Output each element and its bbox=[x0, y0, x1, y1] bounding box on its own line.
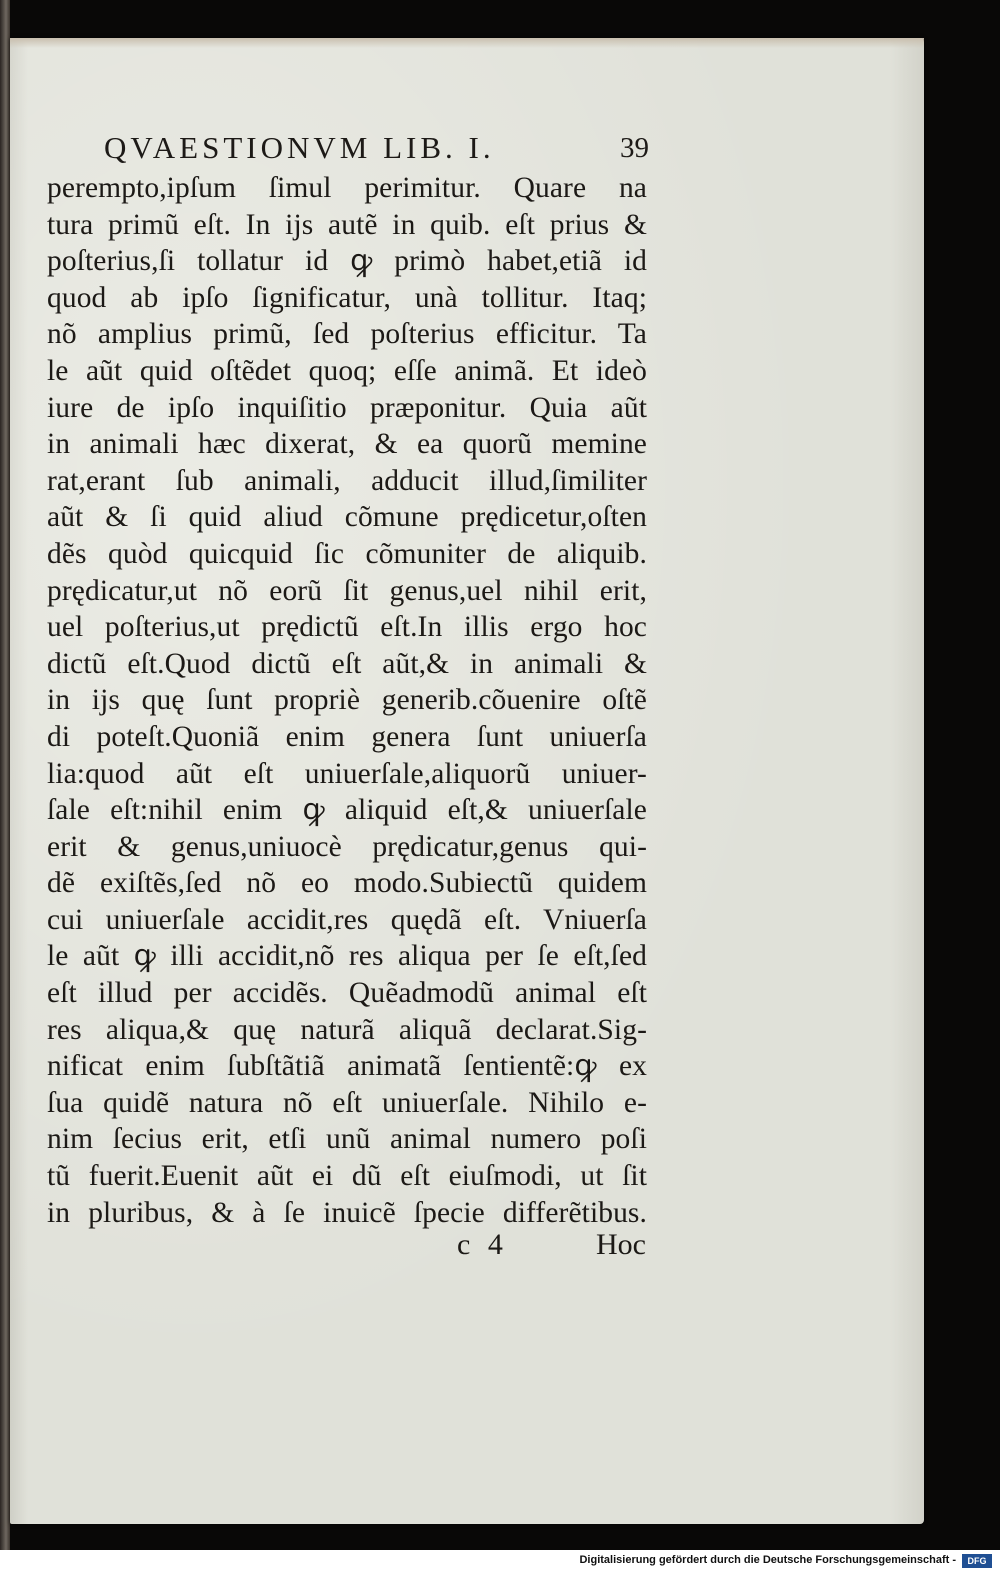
text-line: dẽ exiſtẽs,ſed nõ eo modo.Subiectũ quidem bbox=[47, 867, 647, 900]
text-line: eſt illud per accidẽs. Quẽadmodũ animal eſt bbox=[47, 977, 647, 1010]
text-line: nificat enim ſubſtãtiã animatã ſentientẽ:ꝙ ex bbox=[47, 1050, 647, 1083]
text-line: nõ amplius primũ, ſed poſterius efficitur. Ta bbox=[47, 318, 647, 351]
page-footer bbox=[90, 1226, 650, 1266]
book-edge bbox=[0, 0, 10, 1550]
text-line: poſterius,ſi tollatur id ꝙ primò habet,etiã id bbox=[47, 245, 647, 278]
text-line: uel poſterius,ut prędictũ eſt.In illis ergo hoc bbox=[47, 611, 647, 644]
text-line: tũ fuerit.Euenit aũt ei dũ eſt eiuſmodi, ut ſit bbox=[47, 1160, 647, 1193]
text-block bbox=[47, 170, 647, 1231]
text-line: ſale eſt:nihil enim ꝙ aliquid eſt,& uniuerſale bbox=[47, 794, 647, 827]
text-line: perempto,ipſum ſimul perimitur. Quare na bbox=[47, 172, 647, 204]
text-line: lia:quod aũt eſt uniuerſale,aliquorũ uniuer- bbox=[47, 757, 647, 790]
text-line: prędicatur,ut nõ eorũ ſit genus,uel nihil erit, bbox=[47, 574, 647, 607]
page-stain bbox=[10, 38, 924, 48]
text-line: di poteſt.Quoniã enim genera ſunt uniuerſa bbox=[47, 720, 647, 753]
text-line: erit & genus,uniuocè prędicatur,genus qui- bbox=[47, 830, 647, 863]
text-line: rat,erant ſub animali, adducit illud,ſimiliter bbox=[47, 464, 647, 497]
text-line: in ijs quę ſunt propriè generib.cõuenire oſtẽ bbox=[47, 684, 647, 717]
catchword: Hoc bbox=[596, 1228, 646, 1261]
text-line: dictũ eſt.Quod dictũ eſt aũt,& in animali & bbox=[47, 647, 647, 680]
text-line: nim ſecius erit, etſi unũ animal numero poſi bbox=[47, 1123, 647, 1156]
text-line: le aũt ꝙ illi accidit,nõ res aliqua per ſe eſt,ſed bbox=[47, 940, 647, 973]
text-line: aũt & ſi quid aliud cõmune prędicetur,oſten bbox=[47, 501, 647, 534]
text-line: iure de ipſo inquiſitio præponitur. Quia aũt bbox=[47, 391, 647, 424]
text-line: tura primũ eſt. In ijs autẽ in quib. eſt prius & bbox=[47, 208, 647, 241]
text-line: in pluribus, & à ſe inuicẽ ſpecie differẽtibus. bbox=[47, 1196, 647, 1229]
page-number: 39 bbox=[620, 132, 649, 164]
signature-mark: c 4 bbox=[457, 1228, 503, 1261]
running-title: QVAESTIONVM LIB. I. bbox=[104, 130, 495, 165]
page-header bbox=[90, 126, 665, 170]
funding-credit: Digitalisierung gefördert durch die Deutsche Forschungsgemeinschaft - bbox=[579, 1554, 956, 1566]
text-line: dẽs quòd quicquid ſic cõmuniter de aliquib. bbox=[47, 537, 647, 570]
text-line: le aũt quid oſtẽdet quoq; eſſe animã. Et ideò bbox=[47, 354, 647, 387]
text-line: ſua quidẽ natura nõ eſt uniuerſale. Nihilo e- bbox=[47, 1086, 647, 1119]
text-line: res aliqua,& quę naturã aliquã declarat.Sig- bbox=[47, 1013, 647, 1046]
dfg-logo-icon: DFG bbox=[962, 1554, 992, 1568]
credit-bar bbox=[0, 1550, 1000, 1573]
text-line: cui uniuerſale accidit,res quędã eſt. Vniuerſa bbox=[47, 903, 647, 936]
text-line: quod ab ipſo ſignificatur, unà tollitur. Itaq; bbox=[47, 281, 647, 314]
text-line: in animali hæc dixerat, & ea quorũ memine bbox=[47, 428, 647, 461]
